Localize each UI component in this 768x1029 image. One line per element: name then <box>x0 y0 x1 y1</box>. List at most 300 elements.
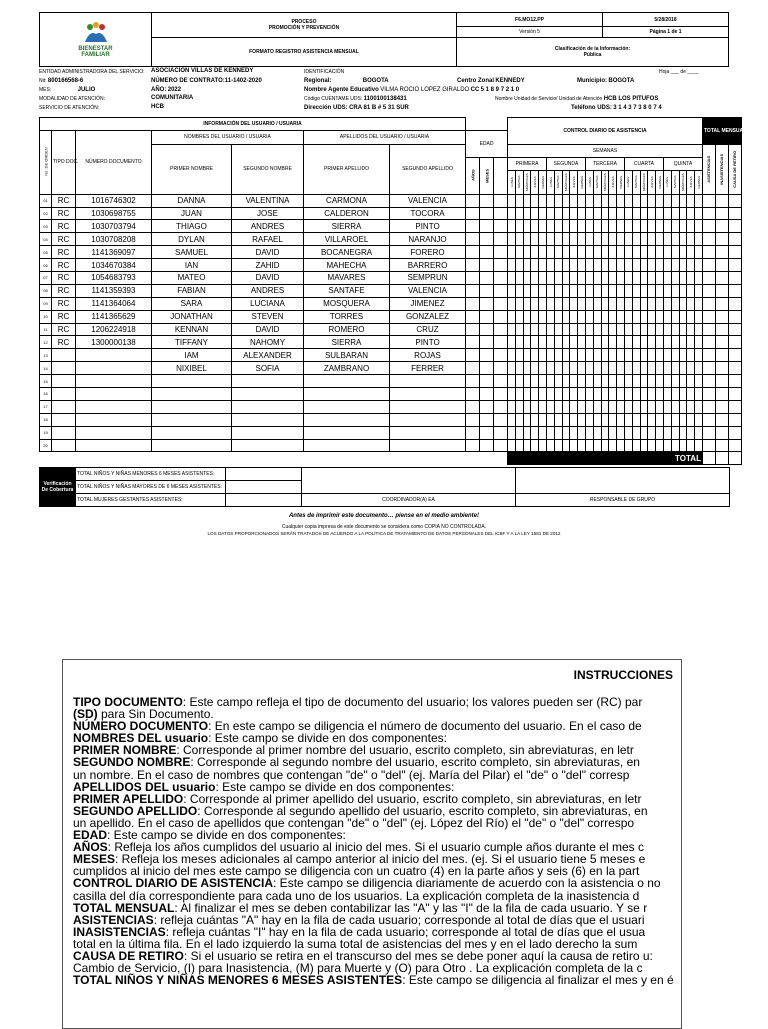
attendance-cell[interactable] <box>508 336 516 349</box>
cell-doc[interactable]: 1034670384 <box>76 259 152 272</box>
attendance-cell[interactable] <box>728 375 741 388</box>
attendance-cell[interactable] <box>728 194 741 207</box>
attendance-cell[interactable] <box>494 388 508 401</box>
attendance-cell[interactable] <box>609 400 617 413</box>
attendance-cell[interactable] <box>508 426 516 439</box>
attendance-cell[interactable] <box>508 233 516 246</box>
attendance-cell[interactable] <box>515 310 523 323</box>
attendance-cell[interactable] <box>679 388 687 401</box>
attendance-cell[interactable] <box>494 349 508 362</box>
attendance-cell[interactable] <box>570 233 578 246</box>
attendance-cell[interactable] <box>687 400 695 413</box>
attendance-cell[interactable] <box>480 310 494 323</box>
attendance-cell[interactable] <box>632 426 640 439</box>
attendance-cell[interactable] <box>601 297 609 310</box>
attendance-cell[interactable] <box>687 284 695 297</box>
attendance-cell[interactable] <box>531 259 539 272</box>
cell-pa[interactable] <box>304 413 390 426</box>
cell-sa[interactable]: ROJAS <box>390 349 466 362</box>
attendance-cell[interactable] <box>632 310 640 323</box>
attendance-cell[interactable] <box>480 400 494 413</box>
attendance-cell[interactable] <box>663 284 671 297</box>
attendance-cell[interactable] <box>640 439 648 452</box>
attendance-cell[interactable] <box>609 272 617 285</box>
cell-pa[interactable]: SULBARAN <box>304 349 390 362</box>
attendance-cell[interactable] <box>702 388 715 401</box>
cell-sn[interactable]: LUCIANA <box>232 297 304 310</box>
attendance-cell[interactable] <box>523 220 531 233</box>
attendance-cell[interactable] <box>656 233 664 246</box>
attendance-cell[interactable] <box>671 413 679 426</box>
attendance-cell[interactable] <box>632 400 640 413</box>
attendance-cell[interactable] <box>609 220 617 233</box>
attendance-cell[interactable] <box>578 310 586 323</box>
cell-doc[interactable] <box>76 400 152 413</box>
attendance-cell[interactable] <box>562 284 570 297</box>
attendance-cell[interactable] <box>715 207 728 220</box>
attendance-cell[interactable] <box>702 426 715 439</box>
attendance-cell[interactable] <box>531 207 539 220</box>
cell-pn[interactable]: KENNAN <box>152 323 232 336</box>
attendance-cell[interactable] <box>508 349 516 362</box>
attendance-cell[interactable] <box>728 246 741 259</box>
attendance-cell[interactable] <box>515 220 523 233</box>
attendance-cell[interactable] <box>663 362 671 375</box>
attendance-cell[interactable] <box>586 362 594 375</box>
attendance-cell[interactable] <box>593 194 601 207</box>
attendance-cell[interactable] <box>609 388 617 401</box>
attendance-cell[interactable] <box>671 400 679 413</box>
attendance-cell[interactable] <box>640 220 648 233</box>
attendance-cell[interactable] <box>695 207 703 220</box>
verification-input-1[interactable] <box>226 468 302 481</box>
attendance-cell[interactable] <box>515 233 523 246</box>
attendance-cell[interactable] <box>547 400 555 413</box>
attendance-cell[interactable] <box>466 362 480 375</box>
attendance-cell[interactable] <box>508 400 516 413</box>
attendance-cell[interactable] <box>562 349 570 362</box>
attendance-cell[interactable] <box>539 233 547 246</box>
attendance-cell[interactable] <box>617 388 625 401</box>
attendance-cell[interactable] <box>702 323 715 336</box>
attendance-cell[interactable] <box>632 413 640 426</box>
attendance-cell[interactable] <box>648 272 656 285</box>
attendance-cell[interactable] <box>593 284 601 297</box>
attendance-cell[interactable] <box>554 272 562 285</box>
attendance-cell[interactable] <box>578 259 586 272</box>
attendance-cell[interactable] <box>648 413 656 426</box>
attendance-cell[interactable] <box>671 375 679 388</box>
attendance-cell[interactable] <box>480 323 494 336</box>
attendance-cell[interactable] <box>687 194 695 207</box>
attendance-cell[interactable] <box>494 439 508 452</box>
attendance-cell[interactable] <box>539 336 547 349</box>
attendance-cell[interactable] <box>617 426 625 439</box>
attendance-cell[interactable] <box>663 220 671 233</box>
attendance-cell[interactable] <box>617 233 625 246</box>
attendance-cell[interactable] <box>523 284 531 297</box>
attendance-cell[interactable] <box>702 284 715 297</box>
attendance-cell[interactable] <box>547 426 555 439</box>
attendance-cell[interactable] <box>515 259 523 272</box>
attendance-cell[interactable] <box>523 413 531 426</box>
attendance-cell[interactable] <box>578 233 586 246</box>
attendance-cell[interactable] <box>640 246 648 259</box>
attendance-cell[interactable] <box>648 297 656 310</box>
attendance-cell[interactable] <box>624 207 632 220</box>
attendance-cell[interactable] <box>547 323 555 336</box>
attendance-cell[interactable] <box>679 439 687 452</box>
attendance-cell[interactable] <box>663 400 671 413</box>
attendance-cell[interactable] <box>466 349 480 362</box>
attendance-cell[interactable] <box>562 233 570 246</box>
attendance-cell[interactable] <box>648 310 656 323</box>
attendance-cell[interactable] <box>494 246 508 259</box>
attendance-cell[interactable] <box>547 349 555 362</box>
attendance-cell[interactable] <box>547 439 555 452</box>
attendance-cell[interactable] <box>531 400 539 413</box>
attendance-cell[interactable] <box>554 310 562 323</box>
attendance-cell[interactable] <box>539 388 547 401</box>
cell-doc[interactable] <box>76 388 152 401</box>
attendance-cell[interactable] <box>624 362 632 375</box>
attendance-cell[interactable] <box>624 388 632 401</box>
cell-pn[interactable]: NIXIBEL <box>152 362 232 375</box>
attendance-cell[interactable] <box>554 284 562 297</box>
attendance-cell[interactable] <box>523 233 531 246</box>
cell-pa[interactable]: SIERRA <box>304 220 390 233</box>
cell-pn[interactable] <box>152 400 232 413</box>
attendance-cell[interactable] <box>593 297 601 310</box>
attendance-cell[interactable] <box>554 297 562 310</box>
attendance-cell[interactable] <box>715 362 728 375</box>
cell-pa[interactable] <box>304 388 390 401</box>
attendance-cell[interactable] <box>632 349 640 362</box>
verification-input-2[interactable] <box>226 481 302 494</box>
attendance-cell[interactable] <box>539 246 547 259</box>
attendance-cell[interactable] <box>531 220 539 233</box>
attendance-cell[interactable] <box>531 336 539 349</box>
attendance-cell[interactable] <box>656 362 664 375</box>
attendance-cell[interactable] <box>531 388 539 401</box>
attendance-cell[interactable] <box>515 388 523 401</box>
attendance-cell[interactable] <box>617 207 625 220</box>
attendance-cell[interactable] <box>648 284 656 297</box>
attendance-cell[interactable] <box>523 207 531 220</box>
attendance-cell[interactable] <box>466 375 480 388</box>
cell-pn[interactable]: SAMUEL <box>152 246 232 259</box>
attendance-cell[interactable] <box>586 233 594 246</box>
attendance-cell[interactable] <box>547 362 555 375</box>
attendance-cell[interactable] <box>480 336 494 349</box>
attendance-cell[interactable] <box>601 194 609 207</box>
attendance-cell[interactable] <box>562 310 570 323</box>
attendance-cell[interactable] <box>617 297 625 310</box>
attendance-cell[interactable] <box>648 194 656 207</box>
attendance-cell[interactable] <box>715 233 728 246</box>
attendance-cell[interactable] <box>695 323 703 336</box>
attendance-cell[interactable] <box>523 246 531 259</box>
attendance-cell[interactable] <box>632 439 640 452</box>
attendance-cell[interactable] <box>624 272 632 285</box>
attendance-cell[interactable] <box>547 297 555 310</box>
attendance-cell[interactable] <box>702 233 715 246</box>
attendance-cell[interactable] <box>648 400 656 413</box>
cell-sn[interactable]: DAVID <box>232 323 304 336</box>
attendance-cell[interactable] <box>640 426 648 439</box>
attendance-cell[interactable] <box>624 284 632 297</box>
attendance-cell[interactable] <box>663 272 671 285</box>
attendance-cell[interactable] <box>578 413 586 426</box>
attendance-cell[interactable] <box>671 246 679 259</box>
attendance-cell[interactable] <box>617 375 625 388</box>
cell-tipo[interactable]: RC <box>52 272 76 285</box>
attendance-cell[interactable] <box>679 400 687 413</box>
attendance-cell[interactable] <box>624 349 632 362</box>
attendance-cell[interactable] <box>624 426 632 439</box>
attendance-cell[interactable] <box>570 246 578 259</box>
attendance-cell[interactable] <box>578 194 586 207</box>
cell-tipo[interactable]: RC <box>52 194 76 207</box>
attendance-cell[interactable] <box>601 284 609 297</box>
attendance-cell[interactable] <box>466 426 480 439</box>
attendance-cell[interactable] <box>656 439 664 452</box>
attendance-cell[interactable] <box>695 194 703 207</box>
attendance-cell[interactable] <box>586 284 594 297</box>
attendance-cell[interactable] <box>523 400 531 413</box>
attendance-cell[interactable] <box>715 323 728 336</box>
attendance-cell[interactable] <box>570 388 578 401</box>
attendance-cell[interactable] <box>640 375 648 388</box>
cell-sn[interactable]: JOSE <box>232 207 304 220</box>
attendance-cell[interactable] <box>508 220 516 233</box>
attendance-cell[interactable] <box>632 375 640 388</box>
attendance-cell[interactable] <box>601 400 609 413</box>
attendance-cell[interactable] <box>593 439 601 452</box>
attendance-cell[interactable] <box>728 349 741 362</box>
attendance-cell[interactable] <box>523 259 531 272</box>
attendance-cell[interactable] <box>547 207 555 220</box>
attendance-cell[interactable] <box>523 297 531 310</box>
attendance-cell[interactable] <box>687 310 695 323</box>
attendance-cell[interactable] <box>695 413 703 426</box>
attendance-cell[interactable] <box>523 439 531 452</box>
attendance-cell[interactable] <box>640 336 648 349</box>
attendance-cell[interactable] <box>702 400 715 413</box>
attendance-cell[interactable] <box>480 220 494 233</box>
attendance-cell[interactable] <box>679 259 687 272</box>
attendance-cell[interactable] <box>648 233 656 246</box>
attendance-cell[interactable] <box>617 323 625 336</box>
attendance-cell[interactable] <box>679 310 687 323</box>
cell-doc[interactable] <box>76 375 152 388</box>
attendance-cell[interactable] <box>671 194 679 207</box>
attendance-cell[interactable] <box>601 220 609 233</box>
attendance-cell[interactable] <box>554 426 562 439</box>
attendance-cell[interactable] <box>480 233 494 246</box>
attendance-cell[interactable] <box>586 439 594 452</box>
attendance-cell[interactable] <box>562 439 570 452</box>
attendance-cell[interactable] <box>679 233 687 246</box>
attendance-cell[interactable] <box>480 272 494 285</box>
attendance-cell[interactable] <box>523 336 531 349</box>
attendance-cell[interactable] <box>570 284 578 297</box>
attendance-cell[interactable] <box>671 323 679 336</box>
attendance-cell[interactable] <box>671 233 679 246</box>
attendance-cell[interactable] <box>554 194 562 207</box>
attendance-cell[interactable] <box>547 388 555 401</box>
attendance-cell[interactable] <box>523 194 531 207</box>
total-causa[interactable] <box>728 452 741 465</box>
attendance-cell[interactable] <box>624 220 632 233</box>
attendance-cell[interactable] <box>609 362 617 375</box>
attendance-cell[interactable] <box>624 375 632 388</box>
attendance-cell[interactable] <box>687 246 695 259</box>
attendance-cell[interactable] <box>508 284 516 297</box>
attendance-cell[interactable] <box>531 323 539 336</box>
attendance-cell[interactable] <box>466 297 480 310</box>
attendance-cell[interactable] <box>601 259 609 272</box>
attendance-cell[interactable] <box>715 349 728 362</box>
attendance-cell[interactable] <box>593 375 601 388</box>
attendance-cell[interactable] <box>480 207 494 220</box>
cell-sn[interactable]: DAVID <box>232 246 304 259</box>
attendance-cell[interactable] <box>593 413 601 426</box>
attendance-cell[interactable] <box>586 375 594 388</box>
attendance-cell[interactable] <box>687 426 695 439</box>
attendance-cell[interactable] <box>562 413 570 426</box>
attendance-cell[interactable] <box>695 362 703 375</box>
attendance-cell[interactable] <box>728 233 741 246</box>
cell-pn[interactable]: TIFFANY <box>152 336 232 349</box>
attendance-cell[interactable] <box>687 323 695 336</box>
attendance-cell[interactable] <box>671 362 679 375</box>
attendance-cell[interactable] <box>715 194 728 207</box>
attendance-cell[interactable] <box>728 272 741 285</box>
attendance-cell[interactable] <box>609 233 617 246</box>
cell-sa[interactable] <box>390 426 466 439</box>
attendance-cell[interactable] <box>640 259 648 272</box>
attendance-cell[interactable] <box>554 233 562 246</box>
attendance-cell[interactable] <box>632 259 640 272</box>
attendance-cell[interactable] <box>640 400 648 413</box>
attendance-cell[interactable] <box>562 375 570 388</box>
attendance-cell[interactable] <box>508 297 516 310</box>
attendance-cell[interactable] <box>515 362 523 375</box>
attendance-cell[interactable] <box>508 413 516 426</box>
attendance-cell[interactable] <box>515 439 523 452</box>
attendance-cell[interactable] <box>466 207 480 220</box>
attendance-cell[interactable] <box>728 439 741 452</box>
attendance-cell[interactable] <box>640 349 648 362</box>
attendance-cell[interactable] <box>648 220 656 233</box>
cell-sn[interactable]: VALENTINA <box>232 194 304 207</box>
attendance-cell[interactable] <box>702 349 715 362</box>
attendance-cell[interactable] <box>663 194 671 207</box>
cell-pn[interactable] <box>152 439 232 452</box>
attendance-cell[interactable] <box>593 362 601 375</box>
attendance-cell[interactable] <box>480 246 494 259</box>
attendance-cell[interactable] <box>586 246 594 259</box>
attendance-cell[interactable] <box>679 284 687 297</box>
cell-sa[interactable]: VALENCIA <box>390 284 466 297</box>
cell-pn[interactable]: IAM <box>152 349 232 362</box>
attendance-cell[interactable] <box>508 439 516 452</box>
attendance-cell[interactable] <box>466 233 480 246</box>
cell-pn[interactable] <box>152 375 232 388</box>
attendance-cell[interactable] <box>523 349 531 362</box>
attendance-cell[interactable] <box>508 246 516 259</box>
attendance-cell[interactable] <box>593 323 601 336</box>
cell-pn[interactable] <box>152 413 232 426</box>
cell-tipo[interactable]: RC <box>52 297 76 310</box>
attendance-cell[interactable] <box>663 439 671 452</box>
attendance-cell[interactable] <box>515 349 523 362</box>
attendance-cell[interactable] <box>617 413 625 426</box>
cell-tipo[interactable]: RC <box>52 284 76 297</box>
attendance-cell[interactable] <box>702 259 715 272</box>
attendance-cell[interactable] <box>671 284 679 297</box>
cell-sa[interactable]: JIMENEZ <box>390 297 466 310</box>
attendance-cell[interactable] <box>656 388 664 401</box>
attendance-cell[interactable] <box>609 413 617 426</box>
attendance-cell[interactable] <box>695 246 703 259</box>
attendance-cell[interactable] <box>586 400 594 413</box>
attendance-cell[interactable] <box>547 413 555 426</box>
cell-tipo[interactable]: RC <box>52 233 76 246</box>
attendance-cell[interactable] <box>531 310 539 323</box>
attendance-cell[interactable] <box>466 400 480 413</box>
attendance-cell[interactable] <box>609 194 617 207</box>
attendance-cell[interactable] <box>609 207 617 220</box>
cell-doc[interactable]: 1141359393 <box>76 284 152 297</box>
attendance-cell[interactable] <box>609 297 617 310</box>
attendance-cell[interactable] <box>671 259 679 272</box>
cell-pn[interactable]: JUAN <box>152 207 232 220</box>
cell-doc[interactable]: 1141364064 <box>76 297 152 310</box>
attendance-cell[interactable] <box>671 272 679 285</box>
attendance-cell[interactable] <box>508 194 516 207</box>
attendance-cell[interactable] <box>593 388 601 401</box>
attendance-cell[interactable] <box>617 259 625 272</box>
attendance-cell[interactable] <box>687 413 695 426</box>
cell-pa[interactable]: SANTAFE <box>304 284 390 297</box>
attendance-cell[interactable] <box>547 336 555 349</box>
attendance-cell[interactable] <box>466 272 480 285</box>
attendance-cell[interactable] <box>671 310 679 323</box>
attendance-cell[interactable] <box>494 323 508 336</box>
attendance-cell[interactable] <box>570 194 578 207</box>
attendance-cell[interactable] <box>640 310 648 323</box>
attendance-cell[interactable] <box>702 413 715 426</box>
attendance-cell[interactable] <box>728 220 741 233</box>
attendance-cell[interactable] <box>593 400 601 413</box>
attendance-cell[interactable] <box>547 233 555 246</box>
attendance-cell[interactable] <box>702 272 715 285</box>
attendance-cell[interactable] <box>593 233 601 246</box>
attendance-cell[interactable] <box>523 362 531 375</box>
attendance-cell[interactable] <box>466 388 480 401</box>
cell-tipo[interactable] <box>52 349 76 362</box>
cell-sn[interactable] <box>232 413 304 426</box>
attendance-cell[interactable] <box>586 297 594 310</box>
attendance-cell[interactable] <box>728 413 741 426</box>
attendance-cell[interactable] <box>554 439 562 452</box>
attendance-cell[interactable] <box>671 207 679 220</box>
attendance-cell[interactable] <box>687 259 695 272</box>
attendance-cell[interactable] <box>632 297 640 310</box>
attendance-cell[interactable] <box>695 297 703 310</box>
